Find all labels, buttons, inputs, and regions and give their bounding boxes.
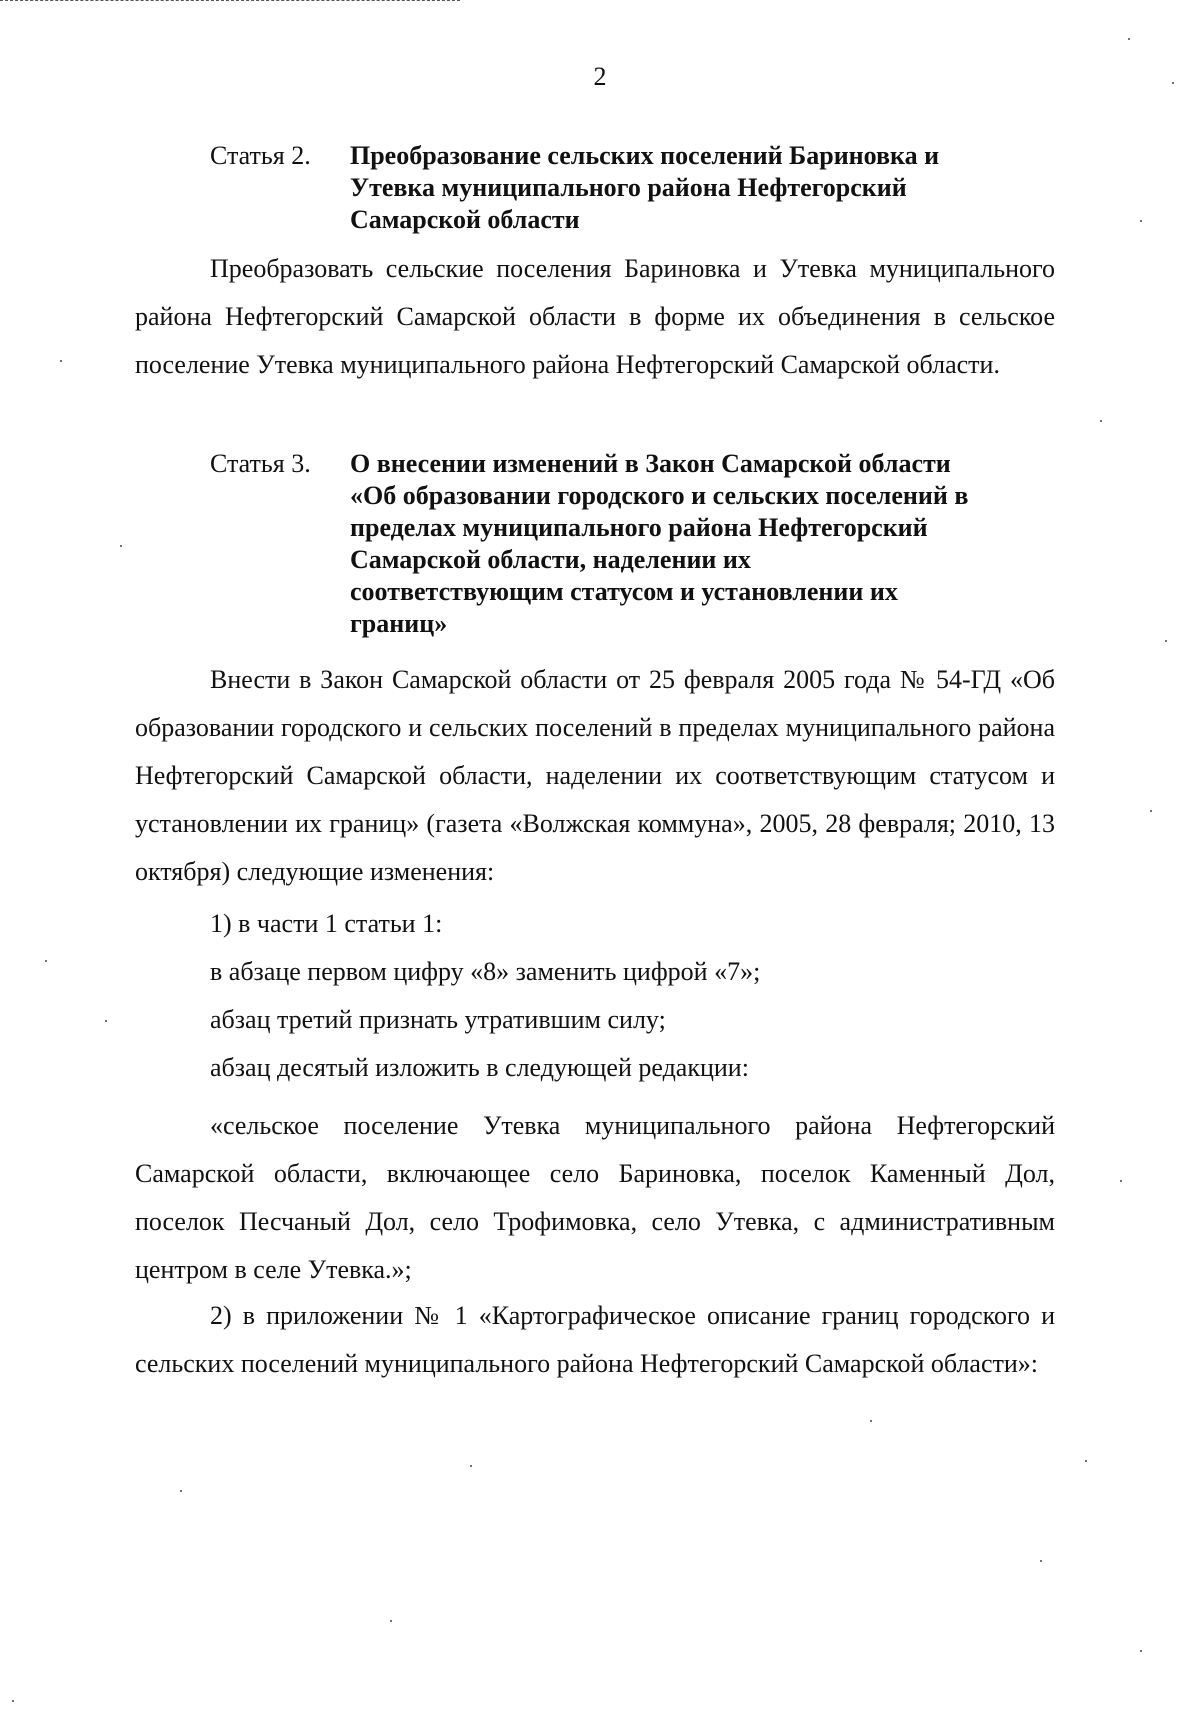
article-3-title: О внесении изменений в Закон Самарской области «Об образовании городского и сельских поселений в пределах муниципального района Нефтегорский Самарской области, наделении их соответствующим статусом и установлении их границ» [350, 449, 969, 638]
page-number: 2 [593, 62, 607, 91]
quoted-amendment: «сельское поселение Утевка муниципального района Нефтегорский Самарской области, включающее село Бариновка, поселок Каменный Дол, поселок Песчаный Дол, село Трофимовка, село Утевка, с административным центром в селе Утевка.»; [135, 1111, 1055, 1284]
article-2-title: Преобразование сельских поселений Бариновка и Утевка муниципального района Нефтегорский Самарской области [350, 141, 940, 234]
item-1: 1) в части 1 статьи 1: [210, 909, 443, 938]
article-3-heading [210, 448, 1010, 640]
article-2-label: Статья 2. [210, 141, 311, 170]
item-1-subparagraph-a: в абзаце первом цифру «8» заменить цифрой «7»; [210, 957, 761, 986]
item-2: 2) в приложении № 1 «Картографическое описание границ городского и сельских поселений муниципального района Нефтегорский Самарской области»: [135, 1301, 1055, 1378]
item-1-subparagraph-b: абзац третий признать утратившим силу; [210, 1005, 666, 1034]
scan-edge-line [0, 0, 460, 2]
article-3-intro: Внести в Закон Самарской области от 25 февраля 2005 года № 54-ГД «Об образовании городского и сельских поселений в пределах муниципального района Нефтегорский Самарской области, наделении их соответствующим статусом и установлении их границ» (газета «Волжская коммуна», 2005, 28 февраля; 2010, 13 октября) следующие изменения: [135, 665, 1055, 886]
item-1-subparagraph-c: абзац десятый изложить в следующей редакции: [210, 1053, 749, 1082]
article-3-label: Статья 3. [210, 449, 311, 478]
article-2-body: Преобразовать сельские поселения Бариновка и Утевка муниципального района Нефтегорский Самарской области в форме их объединения в сельское поселение Утевка муниципального района Нефтегорский Самарской области. [135, 254, 1055, 379]
article-2-heading [210, 140, 1010, 236]
